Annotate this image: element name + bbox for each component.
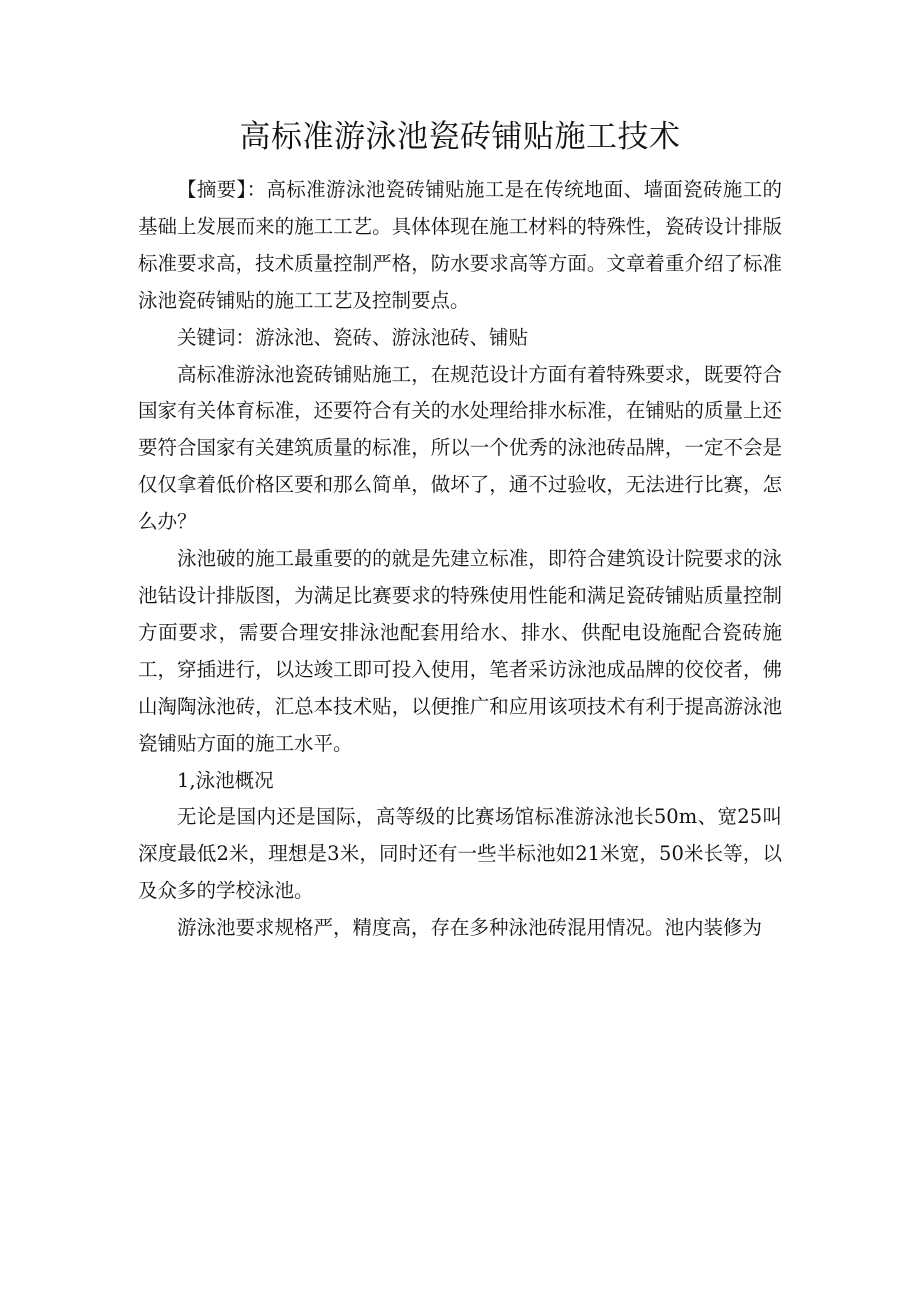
- document-title: 高标准游泳池瓷砖铺贴施工技术: [239, 119, 681, 155]
- body-paragraph: 泳池破的施工最重要的的就是先建立标准，即符合建筑设计院要求的泳池钻设计排版图，为满足比赛要求的特殊使用性能和满足瓷砖铺贴质量控制方面要求，需要合理安排泳池配套用给水、排水、供配电设施配合瓷砖施工，穿插进行，以达竣工即可投入使用，笔者采访泳池成品牌的佼佼者，佛山淘陶泳池砖，汇总本技术贴，以便推广和应用该项技术有利于提高游泳池瓷铺贴方面的施工水平。: [138, 547, 782, 755]
- abstract-text: 高标准游泳池瓷砖铺贴施工是在传统地面、墙面瓷砖施工的基础上发展而来的施工工艺。具体体现在施工材料的特殊性，瓷砖设计排版标准要求高，技术质量控制严格，防水要求高等方面。文章着重介绍了标准泳池瓷砖铺贴的施工工艺及控制要点。: [138, 178, 782, 312]
- body-paragraph: 高标准游泳池瓷砖铺贴施工，在规范设计方面有着特殊要求，既要符合国家有关体育标准，还要符合有关的水处理给排水标准，在铺贴的质量上还要符合国家有关建筑质量的标准，所以一个优秀的泳池砖品牌，一定不会是仅仅拿着低价格区要和那么简单，做坏了，通不过验收，无法进行比赛，怎么办？: [138, 362, 782, 534]
- abstract-paragraph: [138, 172, 782, 320]
- keywords-line: 关键词：游泳池、瓷砖、游泳池砖、铺贴: [177, 325, 529, 349]
- section-paragraph: 无论是国内还是国际，高等级的比赛场馆标准游泳池长50m、宽25叫深度最低2米，理想是3米，同时还有一些半标池如21米宽，50米长等，以及众多的学校泳池。: [138, 805, 782, 903]
- abstract-label: 【摘要】：: [177, 178, 267, 201]
- section-paragraph: 游泳池要求规格严，精度高，存在多种泳池砖混用情况。池内装修为: [177, 916, 763, 940]
- document-body: [138, 172, 782, 947]
- section-heading: 1,泳池概况: [177, 768, 274, 792]
